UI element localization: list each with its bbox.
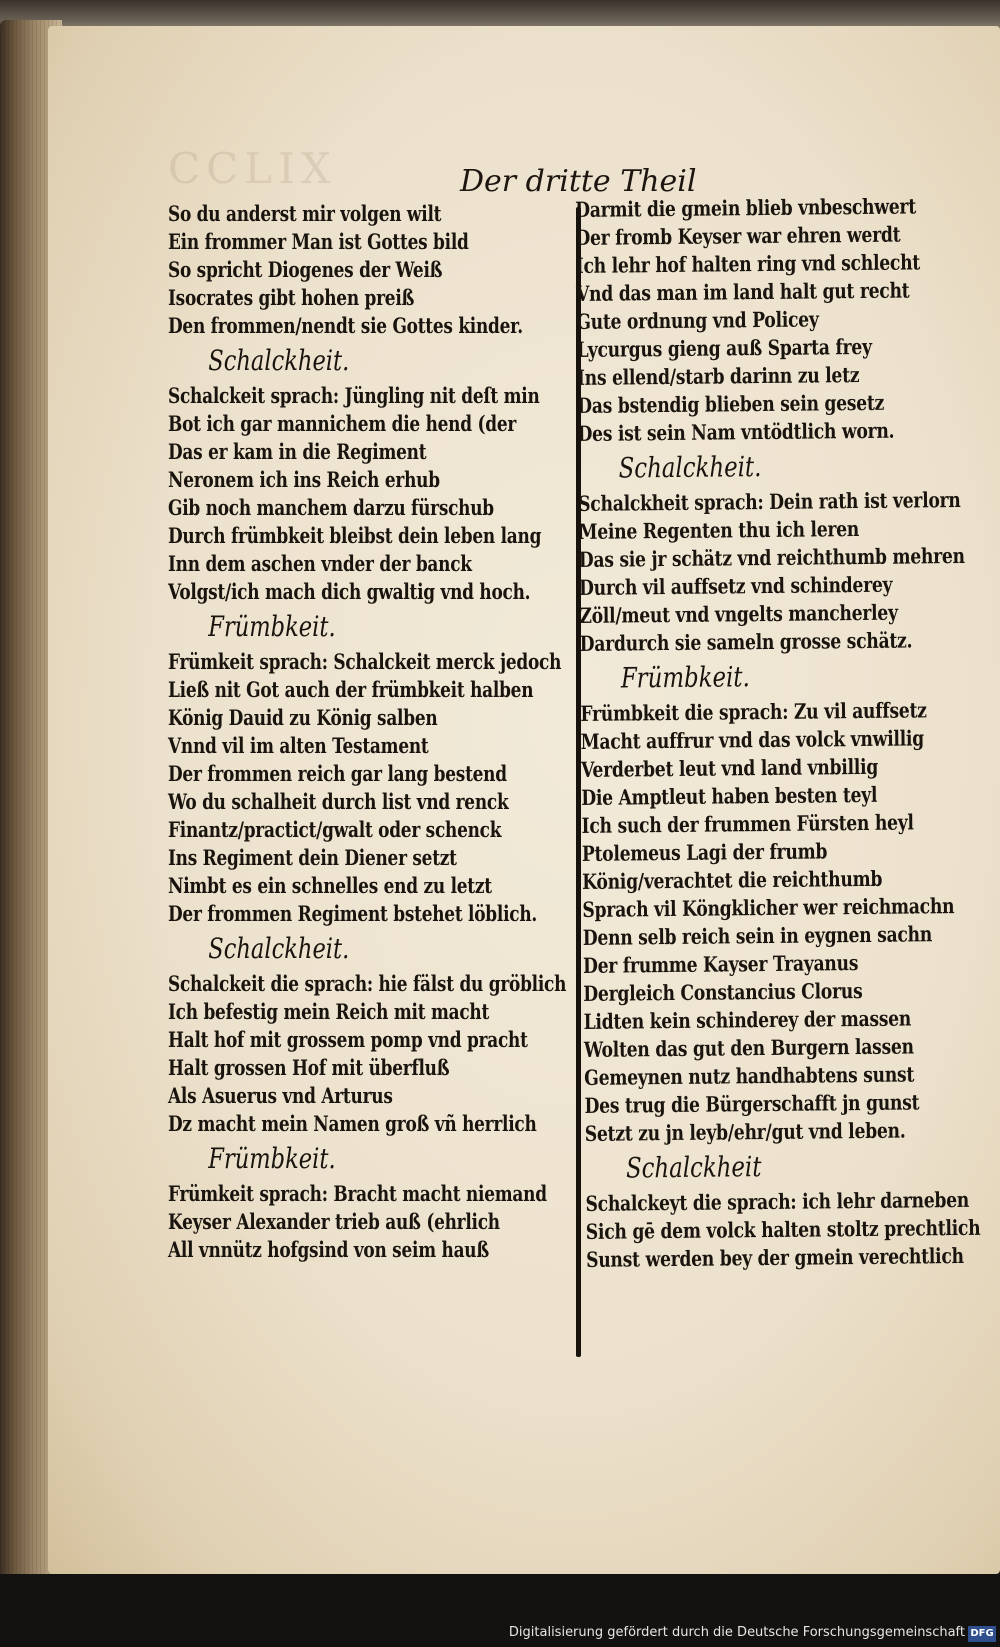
verse-line: Volgst/ich mach dich gwaltig vnd hoch. — [168, 579, 531, 604]
verse-line: Den frommen/nendt sie Gottes kinder. — [168, 313, 523, 338]
speaker-heading: Schalckheit. — [208, 932, 350, 965]
verse-line: Die Amptleut haben besten teyl — [581, 781, 878, 810]
verse-line: Ich lehr hof halten ring vnd schlecht — [575, 249, 921, 278]
verse-line: Ins ellend/starb darinn zu letz — [576, 362, 860, 390]
verse-line: Der frommen Regiment bstehet löblich. — [168, 901, 538, 926]
verse-line: Das er kam in die Regiment — [168, 439, 427, 464]
verse-line: Das bstendig blieben sein gesetz — [577, 389, 885, 418]
verse-line: All vnnütz hofgsind von seim hauß — [168, 1237, 489, 1262]
right-text-column — [575, 191, 1000, 1274]
verse-line: Gemeynen nutz handhabtens sunst — [584, 1061, 915, 1090]
verse-line: Ein frommer Man ist Gottes bild — [168, 229, 469, 254]
verse-line: Frümkeit sprach: Schalckeit merck jedoch — [168, 649, 562, 674]
verse-line: Halt hof mit grossem pomp vnd pracht — [168, 1027, 528, 1052]
verse-line: Meine Regenten thu ich leren — [578, 516, 860, 544]
verse-line: Wolten das gut den Burgern lassen — [583, 1033, 914, 1062]
verse-line: So du anderst mir volgen wilt — [168, 201, 442, 226]
verse-line: Bot ich gar mannichem die hend (der — [168, 411, 517, 436]
verse-line: Dergleich Constancius Clorus — [583, 978, 863, 1006]
funding-credit: Digitalisierung gefördert durch die Deutsche Forschungsgemeinschaft — [508, 1625, 965, 1640]
speaker-heading: Frümbkeit. — [208, 1142, 336, 1175]
verse-line: Setzt zu jn leyb/ehr/gut vnd leben. — [584, 1117, 906, 1146]
verse-line: Ich such der frummen Fürsten heyl — [581, 809, 914, 838]
verse-line: Der frumme Kayser Trayanus — [582, 950, 859, 978]
verse-line: Durch frümbkeit bleibst dein leben lang — [168, 523, 542, 548]
verse-line: Macht auffrur vnd das volck vnwillig — [580, 725, 925, 754]
verse-line: Schalckeyt die sprach: ich lehr darneben — [585, 1186, 970, 1216]
verse-line: Frümbkeit die sprach: Zu vil auffsetz — [580, 697, 927, 726]
verse-line: König Dauid zu König salben — [168, 705, 438, 730]
verse-line: Schalckeit die sprach: hie fälst du gröblich — [168, 971, 567, 996]
verse-line: Ptolemeus Lagi der frumb — [581, 838, 828, 866]
verse-line: Darmit die gmein blieb vnbeschwert — [575, 193, 917, 222]
verse-line: Sich gē dem volck halten stoltz prechtlich — [585, 1214, 981, 1244]
bleed-through-text: CCLIX — [168, 144, 337, 193]
verse-line: Verderbet leut vnd land vnbillig — [580, 753, 879, 782]
verse-line: Frümkeit sprach: Bracht macht niemand — [168, 1181, 547, 1206]
verse-line: Inn dem aschen vnder der banck — [168, 551, 472, 576]
verse-line: Sunst werden bey der gmein verechtlich — [586, 1242, 964, 1272]
speaker-heading: Frümbkeit. — [620, 660, 750, 695]
verse-line: Isocrates gibt hohen preiß — [168, 285, 415, 310]
verse-line: So spricht Diogenes der Weiß — [168, 257, 443, 282]
verse-line: Finantz/practict/gwalt oder schenck — [168, 817, 502, 842]
verse-line: Vnnd vil im alten Testament — [168, 733, 429, 758]
verse-line: Nimbt es ein schnelles end zu letzt — [168, 873, 492, 898]
verse-line: Gib noch manchem darzu fürschub — [168, 495, 494, 520]
verse-line: Ich befestig mein Reich mit macht — [168, 999, 490, 1024]
verse-line: Ließ nit Got auch der frümbkeit halben — [168, 677, 534, 702]
verse-line: Schalckheit sprach: Dein rath ist verlorn — [578, 486, 961, 516]
verse-line: Wo du schalheit durch list vnd renck — [168, 789, 509, 814]
verse-line: Lycurgus gieng auß Sparta frey — [576, 333, 872, 362]
verse-line: Das sie jr schätz vnd reichthumb mehren — [578, 542, 965, 572]
verse-line: Der frommen reich gar lang bestend — [168, 761, 507, 786]
verse-line: Dardurch sie sameln grosse schätz. — [579, 627, 913, 656]
speaker-heading: Schalckheit. — [208, 344, 350, 377]
verse-line: Halt grossen Hof mit überfluß — [168, 1055, 450, 1080]
verse-line: Durch vil auffsetz vnd schinderey — [578, 571, 893, 600]
scan-footer-bar — [0, 1574, 1000, 1647]
speaker-heading: Frümbkeit. — [208, 610, 336, 643]
verse-line: Denn selb reich sein in eygnen sachn — [582, 921, 933, 950]
verse-line: Keyser Alexander trieb auß (ehrlich — [168, 1209, 500, 1234]
verse-line: Neronem ich ins Reich erhub — [168, 467, 440, 492]
verse-line: Dz macht mein Namen groß vñ herrlich — [168, 1111, 537, 1136]
verse-line: Vnd das man im land halt gut recht — [575, 277, 910, 306]
verse-line: Schalckeit sprach: Jüngling nit deſt min — [168, 383, 540, 408]
verse-line: Sprach vil Köngklicher wer reichmachn — [582, 893, 955, 922]
speaker-heading: Schalckheit — [625, 1150, 762, 1185]
dfg-logo-icon: DFG — [968, 1626, 996, 1642]
verse-line: König/verachtet die reichthumb — [582, 865, 883, 894]
verse-line: Lidten kein schinderey der massen — [583, 1005, 912, 1034]
verse-line: Des trug die Bürgerschafft jn gunst — [584, 1089, 920, 1118]
speaker-heading: Schalckheit. — [618, 450, 762, 485]
verse-line: Gute ordnung vnd Policey — [576, 306, 819, 334]
verse-line: Als Asuerus vnd Arturus — [168, 1083, 393, 1108]
verse-line: Der fromb Keyser war ehren werdt — [575, 221, 901, 250]
verse-line: Ins Regiment dein Diener setzt — [168, 845, 457, 870]
verse-line: Zöll/meut vnd vngelts mancherley — [579, 599, 898, 628]
verse-line: Des ist sein Nam vntödtlich worn. — [577, 417, 895, 446]
running-head: Der dritte Theil — [460, 164, 697, 199]
